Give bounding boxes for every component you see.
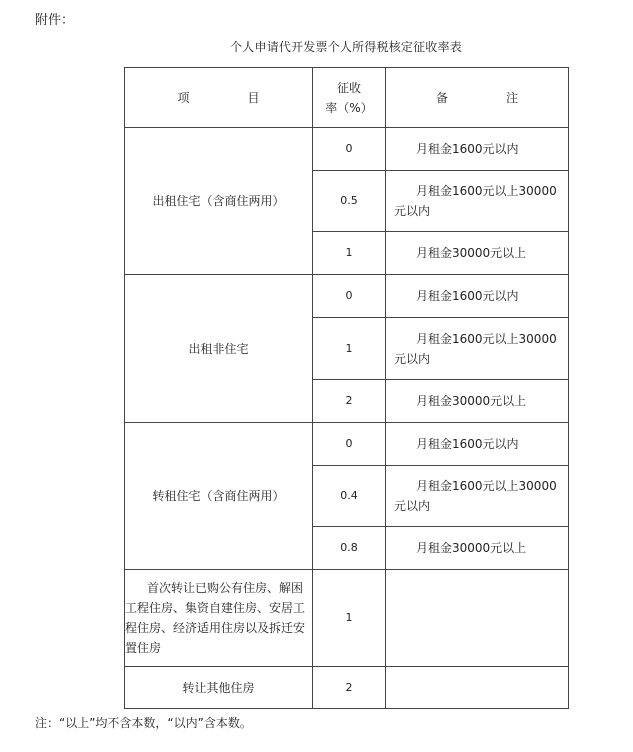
note-cell [386, 423, 569, 466]
rate-cell: 0.5 [313, 171, 386, 232]
footnote: 注：“以上”均不含本数，“以内”含本数。 [35, 716, 252, 730]
header-rate [313, 68, 386, 128]
rate-table [124, 67, 569, 709]
attachment-label: 附件： [35, 13, 75, 28]
table-row [125, 275, 569, 318]
header-note [386, 68, 569, 128]
group-name: 出租住宅（含商住两用） [125, 128, 313, 275]
note-cell [386, 667, 569, 709]
rate-cell: 0.8 [313, 527, 386, 570]
table-title: 个人申请代开发票个人所得税核定征收率表 [230, 40, 462, 54]
note-cell [386, 275, 569, 318]
table-row [125, 423, 569, 466]
note-text: 月租金1600元以内 [416, 289, 519, 303]
note-text: 月租金30000元以上 [416, 394, 527, 408]
rate-cell: 1 [313, 232, 386, 275]
header-rate-line1: 征收 [336, 80, 361, 95]
header-item [125, 68, 313, 128]
rate-cell: 0 [313, 423, 386, 466]
note-text: 月租金30000元以上 [416, 246, 527, 260]
rate-cell: 0 [313, 275, 386, 318]
note-cell [386, 318, 569, 380]
note-cell [386, 232, 569, 275]
rate-cell: 1 [313, 318, 386, 380]
rate-cell: 0.4 [313, 466, 386, 527]
rate-cell: 0 [313, 128, 386, 171]
header-row [125, 68, 569, 128]
note-cell [386, 570, 569, 667]
group-name: 首次转让已购公有住房、解困工程住房、集资自建住房、安居工程住房、经济适用住房以及拆迁安置住房 [125, 570, 313, 667]
note-cell [386, 527, 569, 570]
rate-cell: 2 [313, 380, 386, 423]
group-name: 转让其他住房 [125, 667, 313, 709]
note-cell [386, 171, 569, 232]
header-note-left: 备 [435, 90, 448, 105]
group-name: 出租非住宅 [125, 275, 313, 423]
table-row [125, 667, 569, 709]
note-cell [386, 128, 569, 171]
rate-cell: 2 [313, 667, 386, 709]
note-text: 月租金1600元以上30000元以内 [394, 331, 557, 366]
note-text: 月租金1600元以上30000元以内 [394, 479, 557, 513]
note-cell [386, 380, 569, 423]
table-row [125, 128, 569, 171]
note-text: 月租金1600元以内 [416, 437, 519, 451]
note-text: 月租金1600元以内 [416, 142, 519, 156]
header-rate-line2: 率（%） [325, 100, 373, 115]
table-row [125, 570, 569, 667]
header-item-left: 项 [177, 90, 190, 105]
header-note-right: 注 [506, 90, 519, 105]
note-cell [386, 466, 569, 527]
header-item-right: 目 [247, 90, 260, 105]
note-text: 月租金30000元以上 [416, 541, 527, 555]
rate-cell: 1 [313, 570, 386, 667]
group-name: 转租住宅（含商住两用） [125, 423, 313, 570]
note-text: 月租金1600元以上30000元以内 [394, 184, 557, 218]
